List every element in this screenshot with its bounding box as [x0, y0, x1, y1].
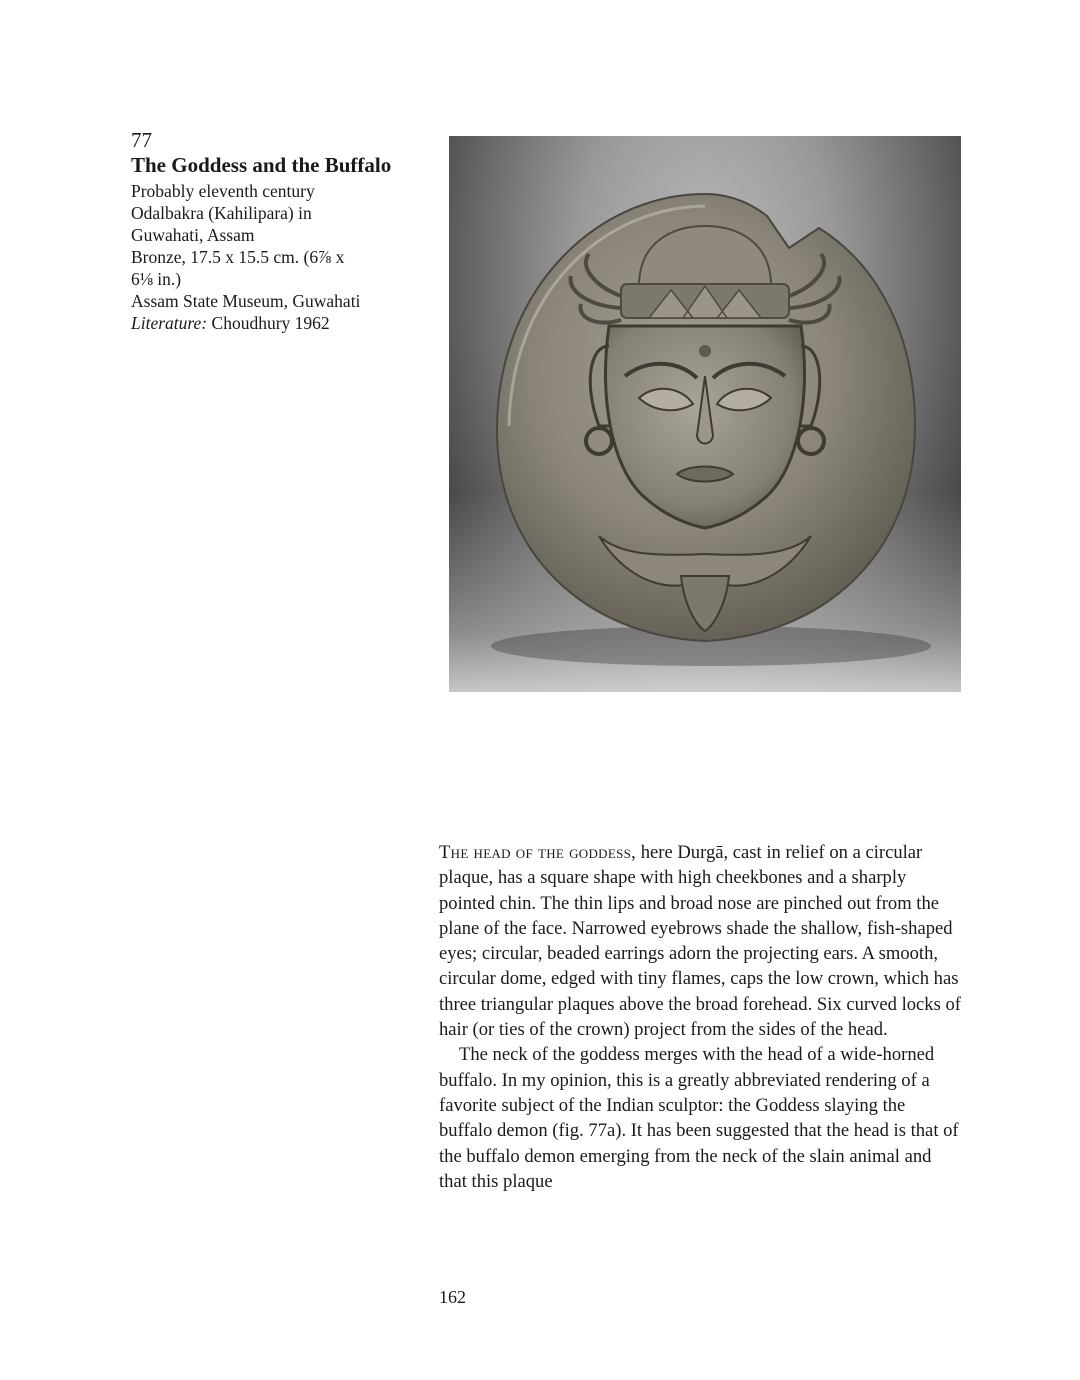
page-number: 162 [439, 1287, 466, 1307]
plaque-photograph [449, 136, 961, 692]
literature-value: Choudhury 1962 [211, 313, 330, 333]
catalogue-number: 77 [131, 128, 152, 152]
provenance-line-1: Odalbakra (Kahilipara) in [131, 203, 312, 223]
catalogue-title: The Goddess and the Buffalo [131, 153, 392, 177]
catalogue-metadata [131, 180, 421, 334]
literature-line [131, 312, 421, 334]
paragraph-2: The neck of the goddess merges with the head of a wide-horned buffalo. In my opinion, this is a greatly abbreviated rendering of a favorite subject of the Indian sculptor: the Goddess slaying the buffalo demon (fig. 77a). It has been suggested that the head is that of the buffalo demon emerging from the neck of the slain animal and that this plaque [439, 1044, 959, 1192]
paragraph-1 [439, 840, 961, 1042]
plaque-illustration [449, 136, 961, 692]
body-text [439, 840, 961, 1194]
paragraph-1-rest: here Durgā, cast in relief on a circular plaque, has a square shape with high cheekbones and a sharply pointed chin. The thin lips and broad nose are pinched out from the plane of the face. Narrowed eyebrows shade the shallow, fish-shaped eyes; circular, beaded earrings adorn the projecting ears. A smooth, circular dome, edged with tiny flames, caps the low crown, which has three triangular plaques above the broad forehead. Six curved locks of hair (or ties of the crown) project from the sides of the head. [439, 842, 961, 1041]
catalogue-caption [131, 128, 421, 334]
medium-dimensions-line-1: Bronze, 17.5 x 15.5 cm. (6⅞ x [131, 247, 345, 267]
literature-label: Literature: [131, 313, 208, 333]
paragraph-1-lead: The head of the goddess, [439, 842, 637, 863]
collection-line: Assam State Museum, Guwahati [131, 291, 361, 311]
lips [677, 467, 733, 482]
date-line: Probably eleventh century [131, 181, 315, 201]
forehead-mark [699, 345, 711, 357]
medium-dimensions-line-2: 6⅛ in.) [131, 269, 182, 289]
provenance-line-2: Guwahati, Assam [131, 225, 255, 245]
